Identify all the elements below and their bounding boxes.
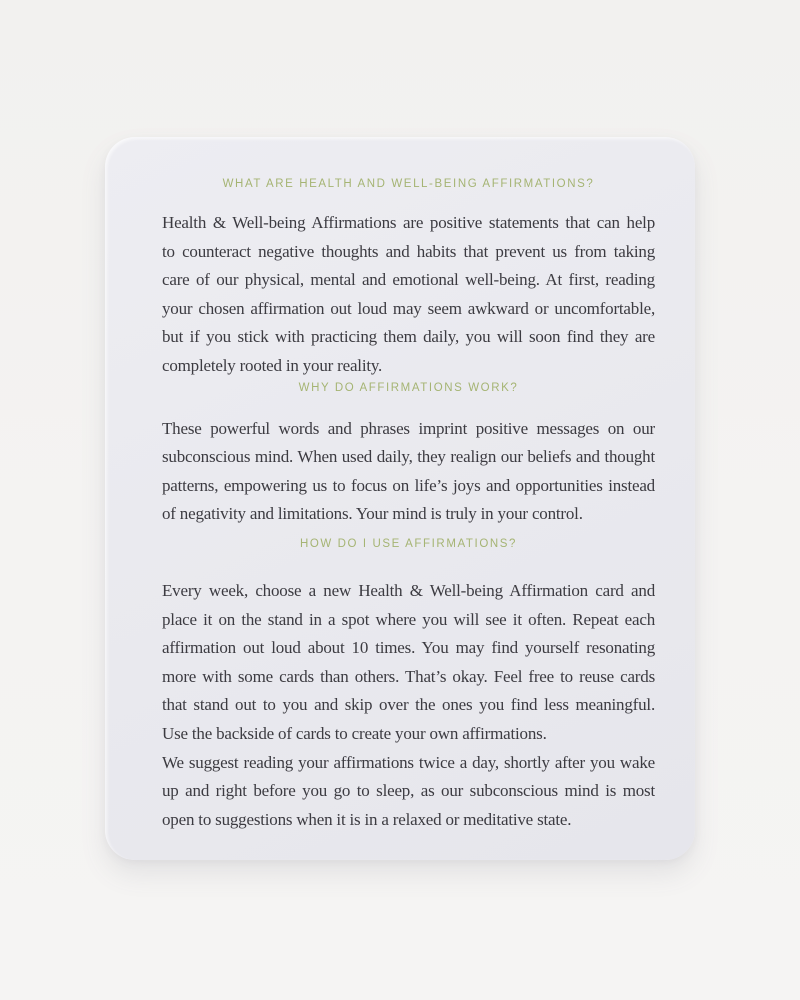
body-line: Health & Well-being Affirmations are positive statements that can help xyxy=(162,213,655,232)
paragraph-what-are-affirmations xyxy=(162,209,655,381)
affirmation-instruction-card xyxy=(105,137,695,860)
section-heading-why-affirmations-work: WHY DO AFFIRMATIONS WORK? xyxy=(298,381,519,394)
body-line: These powerful words and phrases imprint positive messages on our xyxy=(162,418,655,438)
body-line: but if you stick with practicing them daily, you will soon find they are xyxy=(162,327,655,347)
body-line: affirmation out loud about 10 times. You may find yourself resonating xyxy=(162,638,655,658)
body-line: subconscious mind. When used daily, they realign our beliefs and thought xyxy=(162,447,655,467)
body-line: more with some cards than others. That’s okay. Feel free to reuse cards xyxy=(162,666,655,686)
paragraph-how-to-use xyxy=(162,577,655,749)
body-line: place it on the stand in a spot where you will see it often. Repeat each xyxy=(162,609,655,629)
body-line: to counteract negative thoughts and habits that prevent us from taking xyxy=(162,241,655,261)
body-line: open to suggestions when it is in a relaxed or meditative state. xyxy=(162,809,572,829)
body-line: care of our physical, mental and emotional well-being. At first, reading xyxy=(162,270,655,290)
section-heading-what-are-affirmations: WHAT ARE HEALTH AND WELL-BEING AFFIRMATIONS? xyxy=(222,178,595,190)
body-line: your chosen affirmation out loud may seem awkward or uncomfortable, xyxy=(162,298,655,318)
body-line: that stand out to you and skip over the ones you find less meaningful. xyxy=(162,695,655,715)
body-line: Every week, choose a new Health & Well-being Affirmation card and xyxy=(162,580,655,600)
section-heading-how-to-use-affirmations: HOW DO I USE AFFIRMATIONS? xyxy=(299,537,518,550)
body-line: We suggest reading your affirmations twice a day, shortly after you wake xyxy=(162,752,655,772)
body-line: patterns, empowering us to focus on life’s joys and opportunities instead xyxy=(162,475,655,495)
body-line: Use the backside of cards to create your own affirmations. xyxy=(162,723,547,743)
body-line: up and right before you go to sleep, as our subconscious mind is most xyxy=(162,781,655,801)
paragraph-why-affirmations-work xyxy=(162,415,655,529)
paragraph-reading-suggestion xyxy=(162,749,655,835)
body-line: completely rooted in your reality. xyxy=(162,355,383,375)
body-line: of negativity and limitations. Your mind is truly in your control. xyxy=(162,504,583,524)
